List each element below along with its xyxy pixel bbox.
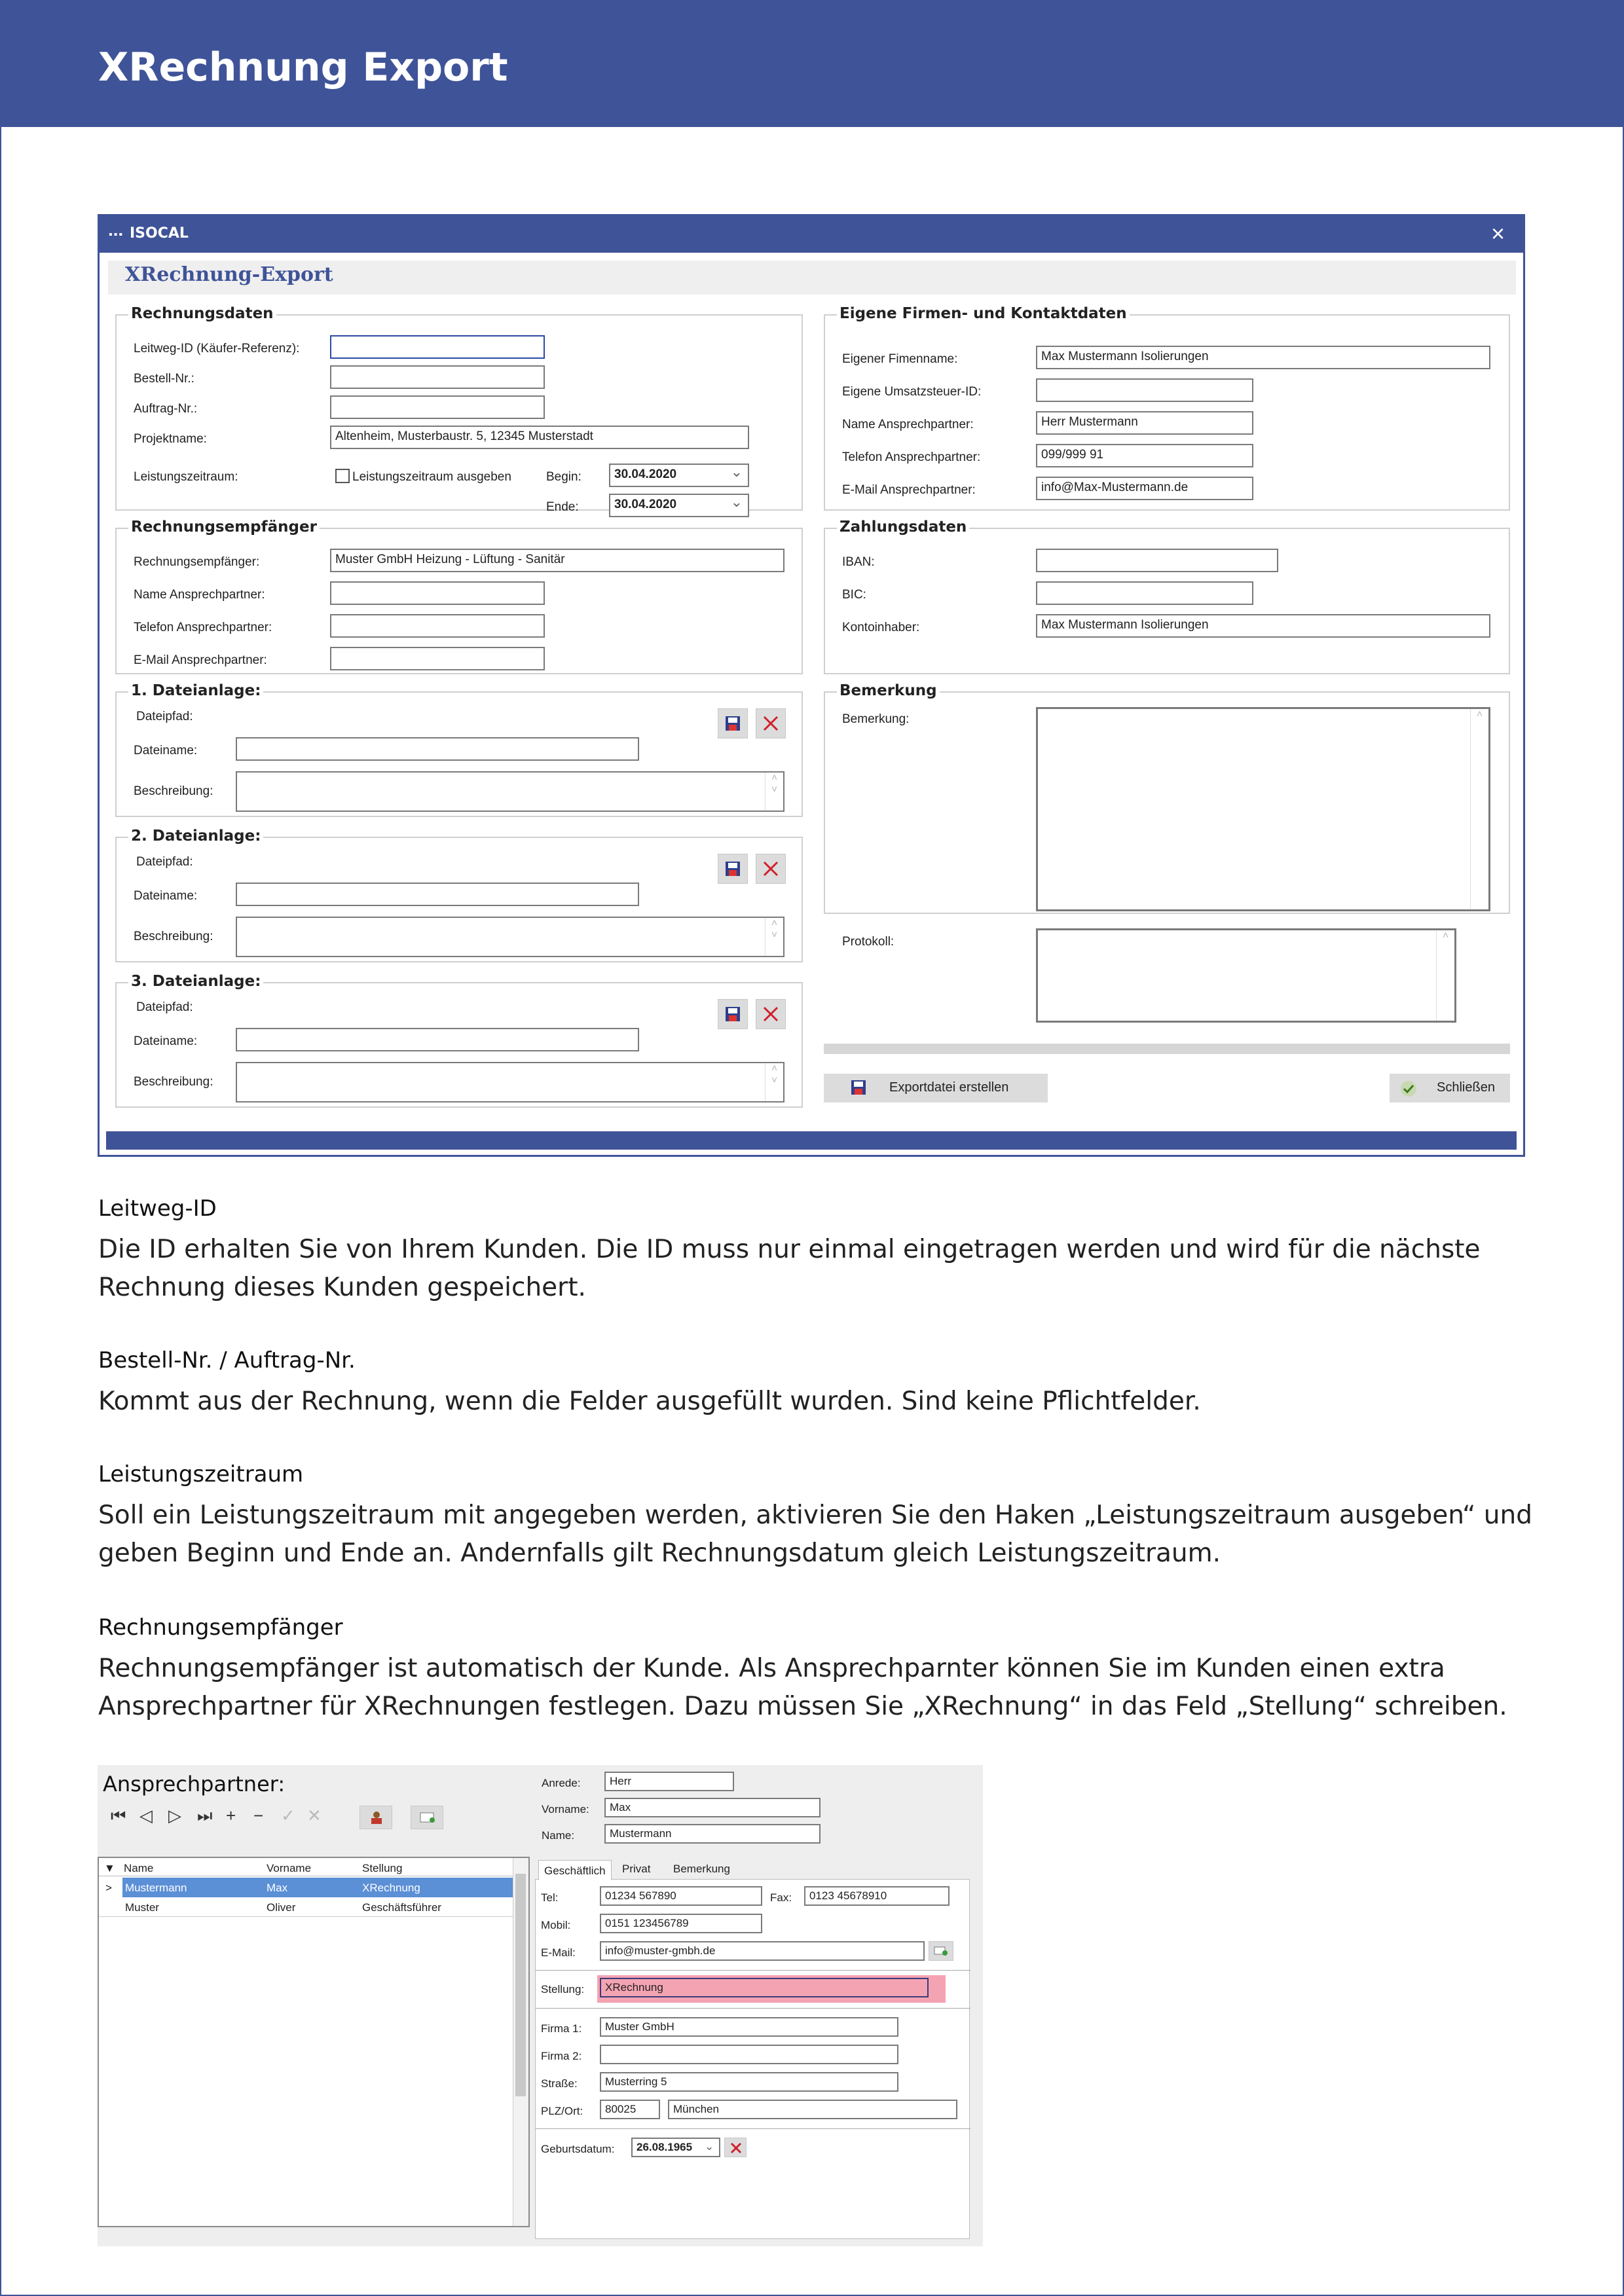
- save-file-button[interactable]: [718, 999, 748, 1029]
- umsatzsteuer-label: Eigene Umsatzsteuer-ID:: [842, 385, 982, 399]
- name-label: Name:: [542, 1829, 575, 1842]
- save-file-button[interactable]: [718, 708, 748, 738]
- window-titlebar[interactable]: [100, 216, 1523, 253]
- email-action-button[interactable]: [411, 1806, 443, 1829]
- window-bottom-bar: [106, 1131, 1517, 1150]
- begin-date-picker[interactable]: 30.04.2020 ⌄: [609, 464, 749, 487]
- paragraph-line: Die ID erhalten Sie von Ihrem Kunden. Die ID muss nur einmal eingetragen werden und wird für die nächste: [98, 1235, 1481, 1264]
- cell-vorname: Max: [267, 1882, 288, 1894]
- grid-scrollbar[interactable]: [513, 1858, 528, 2226]
- dialog-title: XRechnung-Export: [125, 263, 333, 286]
- delete-file-button[interactable]: [756, 854, 786, 884]
- close-icon[interactable]: ×: [1490, 220, 1505, 247]
- email-input[interactable]: info@muster-gmbh.de: [600, 1941, 925, 1961]
- ansprechpartner-window: [98, 1765, 983, 2246]
- protokoll-textarea[interactable]: [1036, 928, 1456, 1023]
- group-legend: 1. Dateianlage:: [131, 682, 261, 699]
- tel-input[interactable]: 01234 567890: [600, 1886, 762, 1906]
- ende-date-picker[interactable]: 30.04.2020 ⌄: [609, 494, 749, 517]
- begin-label: Begin:: [546, 470, 581, 484]
- group-legend: Zahlungsdaten: [840, 519, 967, 536]
- window-title: ISOCAL: [130, 225, 189, 242]
- dialog-header: [108, 261, 1516, 295]
- anrede-input[interactable]: Herr: [604, 1772, 734, 1791]
- dateipfad-label: Dateipfad:: [136, 1000, 193, 1014]
- strasse-input[interactable]: Musterring 5: [600, 2072, 898, 2092]
- mobil-label: Mobil:: [541, 1919, 571, 1931]
- scrollbar[interactable]: ˄ ˅: [765, 918, 783, 956]
- leitweg-id-input[interactable]: [330, 335, 545, 359]
- firmenname-label: Eigener Fimenname:: [842, 352, 958, 366]
- paragraph-line: Kommt aus der Rechnung, wenn die Felder ausgefüllt wurden. Sind keine Pflichtfelder.: [98, 1387, 1201, 1416]
- group-legend: Bemerkung: [840, 682, 937, 699]
- vorname-label: Vorname:: [542, 1803, 589, 1815]
- auftrag-label: Auftrag-Nr.:: [134, 402, 198, 416]
- delete-record-button[interactable]: −: [253, 1806, 264, 1825]
- dateiname-input[interactable]: [236, 737, 639, 761]
- telefon-label: Telefon Ansprechpartner:: [842, 450, 981, 464]
- table-row[interactable]: [99, 1878, 513, 1897]
- sort-arrow-icon[interactable]: ▼: [104, 1862, 115, 1874]
- ende-label: Ende:: [546, 500, 579, 514]
- dateianlage-1-group: [115, 683, 803, 817]
- dateiname-label: Dateiname:: [134, 1034, 198, 1048]
- rechnungsdaten-group: [115, 305, 803, 514]
- firma2-input[interactable]: [600, 2045, 898, 2064]
- vorname-input[interactable]: Max: [604, 1798, 821, 1817]
- delete-x-icon: [762, 1006, 779, 1023]
- tab-bemerkung[interactable]: Bemerkung: [673, 1863, 730, 1875]
- ansprechpartner-title: Ansprechpartner:: [103, 1772, 286, 1796]
- telefon-ansprechpartner-input[interactable]: [330, 614, 545, 638]
- scrollbar-thumb[interactable]: [515, 1874, 526, 2096]
- delete-file-button[interactable]: [756, 708, 786, 738]
- bestell-label: Bestell-Nr.:: [134, 372, 194, 386]
- paragraph-line: geben Beginn und Ende an. Andernfalls gilt Rechnungsdatum gleich Leistungszeitraum.: [98, 1539, 1221, 1568]
- column-header-vorname[interactable]: Vorname: [267, 1862, 312, 1874]
- rechnungsempfaenger-group: [115, 520, 803, 674]
- firma1-input[interactable]: Muster GmbH: [600, 2017, 898, 2037]
- beschreibung-label: Beschreibung:: [134, 930, 213, 943]
- mobil-input[interactable]: 0151 123456789: [600, 1914, 762, 1933]
- bemerkung-group: [824, 683, 1510, 914]
- bestell-nr-input[interactable]: [330, 365, 545, 389]
- delete-x-icon: [762, 860, 779, 877]
- zahlungsdaten-group: [824, 520, 1510, 674]
- bemerkung-label: Bemerkung:: [842, 712, 910, 726]
- dateianlage-3-group: [115, 974, 803, 1108]
- delete-x-icon: [762, 715, 779, 732]
- clear-date-button[interactable]: [724, 2138, 747, 2157]
- previous-record-button[interactable]: ◁: [139, 1806, 153, 1825]
- dateiname-input[interactable]: [236, 1028, 639, 1051]
- group-legend: Rechnungsempfänger: [131, 519, 317, 536]
- email-input[interactable]: info@Max-Mustermann.de: [1036, 477, 1253, 500]
- paragraph-line: Ansprechpartner für XRechnungen festlegen. Dazu müssen Sie „XRechnung“ in das Feld „Stellung“ schreiben.: [98, 1692, 1507, 1721]
- paragraph-line: Rechnungsempfänger ist automatisch der Kunde. Als Ansprechparnter können Sie im Kunden einen extra: [98, 1654, 1445, 1683]
- bic-input[interactable]: [1036, 581, 1253, 605]
- table-row[interactable]: [99, 1897, 513, 1917]
- email-label: E-Mail Ansprechpartner:: [842, 483, 976, 497]
- xrechnung-export-window: [98, 214, 1525, 1157]
- plz-input[interactable]: 80025: [600, 2100, 660, 2119]
- divider: [536, 2128, 970, 2129]
- person-icon: [368, 1810, 385, 1825]
- chevron-down-icon[interactable]: ⌄: [705, 2140, 714, 2153]
- firmendaten-group: [824, 306, 1510, 511]
- beschreibung-textarea[interactable]: [236, 1062, 784, 1102]
- contact-detail-panel: [535, 1765, 983, 2246]
- tel-label: Tel:: [541, 1891, 559, 1904]
- leistungszeitraum-checkbox[interactable]: [335, 469, 350, 483]
- ort-input[interactable]: München: [668, 2100, 957, 2119]
- divider: [536, 2008, 970, 2009]
- kontoinhaber-label: Kontoinhaber:: [842, 621, 920, 634]
- cell-stellung: XRechnung: [362, 1882, 420, 1894]
- grid-header: [99, 1858, 513, 1876]
- column-header-stellung[interactable]: Stellung: [362, 1862, 403, 1874]
- geburtsdatum-picker[interactable]: 26.08.1965: [631, 2138, 720, 2157]
- dateianlage-2-group: [115, 829, 803, 962]
- email-icon: [419, 1810, 436, 1825]
- firma2-label: Firma 2:: [541, 2050, 582, 2062]
- name-ansprechpartner-input[interactable]: [330, 581, 545, 605]
- send-email-button[interactable]: [929, 1941, 953, 1961]
- ansprechpartner-input[interactable]: Herr Mustermann: [1036, 411, 1253, 435]
- close-button-label: Schließen: [1437, 1080, 1495, 1095]
- plz-ort-label: PLZ/Ort:: [541, 2105, 583, 2117]
- confirm-record-button[interactable]: ✓: [281, 1806, 295, 1825]
- row-pointer-icon: >: [105, 1882, 112, 1894]
- delete-file-button[interactable]: [756, 999, 786, 1029]
- dateiname-label: Dateiname:: [134, 744, 198, 757]
- cancel-record-button[interactable]: ✕: [307, 1806, 322, 1825]
- email-label: E-Mail:: [541, 1946, 576, 1959]
- group-legend: Eigene Firmen- und Kontaktdaten: [840, 305, 1127, 322]
- add-record-button[interactable]: +: [226, 1806, 236, 1825]
- section-heading: Bestell-Nr. / Auftrag-Nr.: [98, 1347, 356, 1374]
- paragraph-line: Soll ein Leistungszeitraum mit angegeben werden, aktivieren Sie den Haken „Leistungszeitraum ausgeben“ und: [98, 1501, 1532, 1530]
- email-ansprechpartner-input[interactable]: [330, 647, 545, 670]
- empfaenger-input[interactable]: Muster GmbH Heizung - Lüftung - Sanitär: [330, 549, 784, 572]
- leistungszeitraum-checkbox-label: Leistungszeitraum ausgeben: [352, 470, 511, 484]
- first-record-button[interactable]: ⏮: [111, 1806, 126, 1825]
- export-button-label: Exportdatei erstellen: [889, 1080, 1009, 1095]
- projektname-input[interactable]: Altenheim, Musterbaustr. 5, 12345 Musterstadt: [330, 426, 749, 449]
- group-legend: 2. Dateianlage:: [131, 828, 261, 845]
- section-heading: Leistungszeitraum: [98, 1461, 304, 1487]
- delete-x-icon: [730, 2142, 742, 2154]
- kontoinhaber-input[interactable]: Max Mustermann Isolierungen: [1036, 614, 1490, 638]
- fax-input[interactable]: 0123 45678910: [804, 1886, 950, 1906]
- geburtsdatum-label: Geburtsdatum:: [541, 2143, 615, 2155]
- beschreibung-label: Beschreibung:: [134, 1075, 213, 1089]
- umsatzsteuer-input[interactable]: [1036, 378, 1253, 402]
- bemerkung-textarea[interactable]: [1036, 707, 1490, 911]
- firma1-label: Firma 1:: [541, 2022, 582, 2035]
- contacts-grid: [98, 1857, 530, 2227]
- save-file-button[interactable]: [718, 854, 748, 884]
- cell-stellung: Geschäftsführer: [362, 1901, 441, 1914]
- stellung-label: Stellung:: [541, 1983, 585, 1995]
- group-legend: Rechnungsdaten: [131, 305, 274, 322]
- app-grid-icon: ▪▪▪: [109, 229, 124, 240]
- dateipfad-label: Dateipfad:: [136, 710, 193, 723]
- leitweg-label: Leitweg-ID (Käufer-Referenz):: [134, 342, 300, 355]
- floppy-disk-icon: [724, 1006, 741, 1023]
- scrollbar[interactable]: ˄ ˅: [765, 773, 783, 811]
- page-header-banner: [0, 0, 1624, 127]
- column-header-name[interactable]: Name: [124, 1862, 154, 1874]
- floppy-disk-icon: [724, 715, 741, 732]
- progress-bar: [824, 1044, 1510, 1054]
- cell-vorname: Oliver: [267, 1901, 296, 1914]
- name-input[interactable]: Mustermann: [604, 1824, 821, 1844]
- email-ansprechpartner-label: E-Mail Ansprechpartner:: [134, 653, 267, 667]
- export-button[interactable]: [824, 1074, 1048, 1102]
- iban-input[interactable]: [1036, 549, 1278, 572]
- strasse-label: Straße:: [541, 2077, 578, 2090]
- scrollbar[interactable]: ˄: [1436, 930, 1454, 1021]
- dateipfad-label: Dateipfad:: [136, 855, 193, 869]
- floppy-disk-icon: [724, 860, 741, 877]
- scrollbar[interactable]: ˄: [1470, 709, 1488, 909]
- divider: [536, 1970, 970, 1971]
- dateiname-input[interactable]: [236, 883, 639, 906]
- firmenname-input[interactable]: Max Mustermann Isolierungen: [1036, 346, 1490, 369]
- name-ansprechpartner-label: Name Ansprechpartner:: [134, 588, 265, 602]
- projekt-label: Projektname:: [134, 432, 207, 446]
- empfaenger-label: Rechnungsempfänger:: [134, 555, 260, 569]
- checkmark-icon: [1399, 1079, 1418, 1099]
- anrede-label: Anrede:: [542, 1777, 581, 1789]
- protokoll-label: Protokoll:: [842, 935, 895, 949]
- scrollbar[interactable]: ˄ ˅: [765, 1063, 783, 1101]
- tab-privat[interactable]: Privat: [622, 1863, 651, 1875]
- beschreibung-textarea[interactable]: [236, 917, 784, 957]
- cell-name: Muster: [125, 1901, 159, 1914]
- bic-label: BIC:: [842, 588, 866, 602]
- contact-tab-panel: [535, 1863, 970, 2239]
- last-record-button[interactable]: ⏭: [197, 1806, 213, 1825]
- dateiname-label: Dateiname:: [134, 889, 198, 903]
- stellung-input[interactable]: XRechnung: [600, 1978, 929, 1997]
- cell-name: Mustermann: [125, 1882, 187, 1894]
- next-record-button[interactable]: ▷: [168, 1806, 181, 1825]
- paragraph-line: Rechnung dieses Kunden gespeichert.: [98, 1273, 586, 1302]
- iban-label: IBAN:: [842, 555, 875, 569]
- user-action-button[interactable]: [360, 1806, 392, 1829]
- group-legend: 3. Dateianlage:: [131, 973, 261, 990]
- auftrag-nr-input[interactable]: [330, 395, 545, 419]
- section-heading: Leitweg-ID: [98, 1195, 217, 1222]
- telefon-input[interactable]: 099/999 91: [1036, 444, 1253, 467]
- beschreibung-label: Beschreibung:: [134, 784, 213, 798]
- email-icon: [934, 1945, 948, 1957]
- section-heading: Rechnungsempfänger: [98, 1614, 343, 1641]
- zeitraum-label: Leistungszeitraum:: [134, 470, 238, 484]
- fax-label: Fax:: [770, 1891, 792, 1904]
- floppy-disk-icon: [850, 1079, 867, 1096]
- page-title: XRechnung Export: [98, 45, 508, 90]
- close-button[interactable]: [1390, 1074, 1510, 1102]
- beschreibung-textarea[interactable]: [236, 771, 784, 812]
- tab-geschaeftlich[interactable]: Geschäftlich: [538, 1860, 612, 1880]
- telefon-ansprechpartner-label: Telefon Ansprechpartner:: [134, 621, 272, 634]
- ansprechpartner-label: Name Ansprechpartner:: [842, 418, 974, 431]
